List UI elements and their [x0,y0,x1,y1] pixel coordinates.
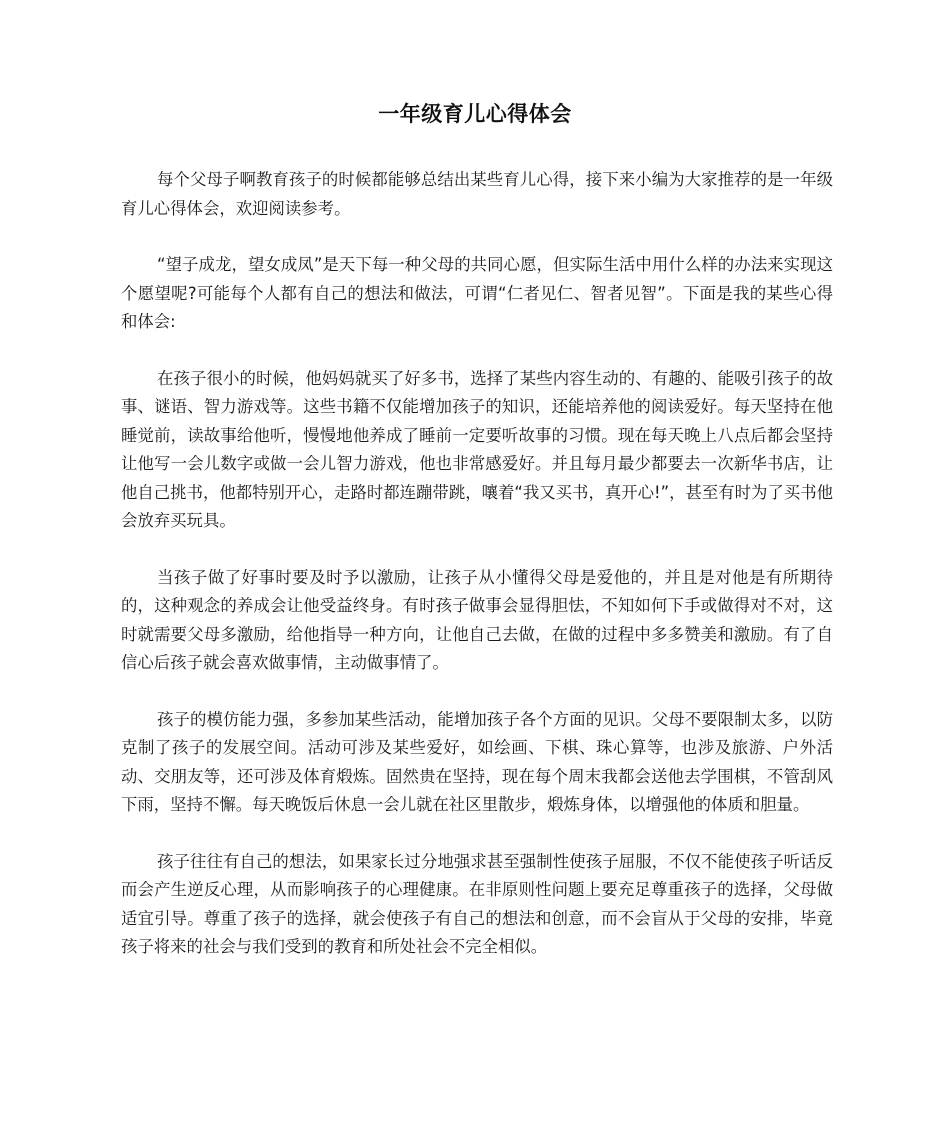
paragraph-activities: 孩子的模仿能力强，多参加某些活动，能增加孩子各个方面的见识。父母不要限制太多，以防克制了孩子的发展空间。活动可涉及某些爱好，如绘画、下棋、珠心算等，也涉及旅游、户外活动、交朋友等，还可涉及体育煅炼。固然贵在坚持，现在每个周末我都会送他去学围棋，不管刮风下雨，坚持不懈。每天晚饭后休息一会儿就在社区里散步，煅炼身体，以增强他的体质和胆量。 [121,709,833,814]
paragraph-reading: 在孩子很小的时候，他妈妈就买了好多书，选择了某些内容生动的、有趣的、能吸引孩子的故事、谜语、智力游戏等。这些书籍不仅能增加孩子的知识，还能培养他的阅读爱好。每天坚持在他睡觉前，读故事给他听，慢慢地他养成了睡前一定要听故事的习惯。现在每天晚上八点后都会坚持让他写一会儿数字或做一会儿智力游戏，他也非常感爱好。并且每月最少都要去一次新华书店，让他自己挑书，他都特别开心，走路时都连蹦带跳，嚷着“我又买书，真开心!”，甚至有时为了买书他会放弃买玩具。 [121,368,833,530]
paragraph-wish: “望子成龙，望女成凤”是天下每一种父母的共同心愿，但实际生活中用什么样的办法来实现这个愿望呢?可能每个人都有自己的想法和做法，可谓“仁者见仁、智者见智”。下面是我的某些心得和体会: [121,255,833,331]
paragraph-intro: 每个父母子啊教育孩子的时候都能够总结出某些育儿心得，接下来小编为大家推荐的是一年级育儿心得体会，欢迎阅读参考。 [121,170,833,218]
document-title: 一年级育儿心得体会 [378,102,572,126]
paragraph-respect: 孩子往往有自己的想法，如果家长过分地强求甚至强制性使孩子屈服，不仅不能使孩子听话反而会产生逆反心理，从而影响孩子的心理健康。在非原则性问题上要充足尊重孩子的选择，父母做适宜引导。尊重了孩子的选择，就会使孩子有自己的想法和创意，而不会盲从于父母的安排，毕竟孩子将来的社会与我们受到的教育和所处社会不完全相似。 [121,851,833,956]
document-body [121,166,833,990]
paragraph-encouragement: 当孩子做了好事时要及时予以激励，让孩子从小懂得父母是爱他的，并且是对他是有所期待的，这种观念的养成会让他受益终身。有时孩子做事会显得胆怯，不知如何下手或做得对不对，这时就需要父母多激励，给他指导一种方向，让他自己去做，在做的过程中多多赞美和激励。有了自信心后孩子就会喜欢做事情，主动做事情了。 [121,567,833,672]
